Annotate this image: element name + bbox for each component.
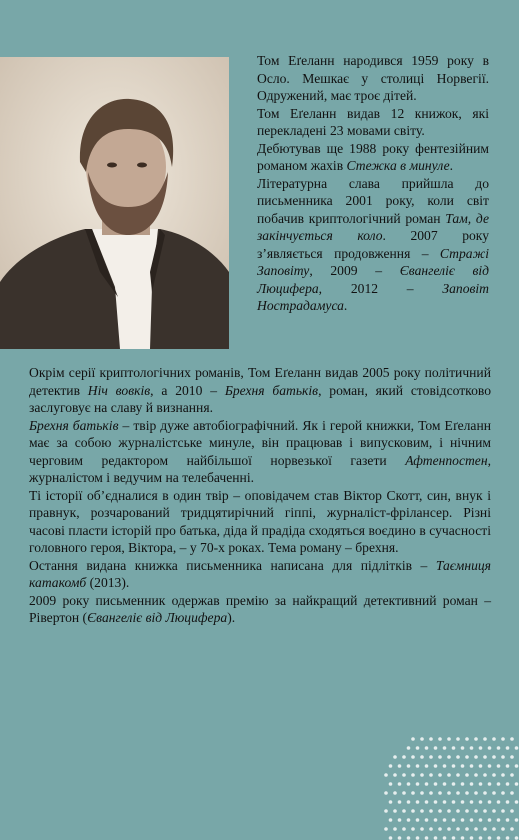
decor-dot — [429, 755, 433, 759]
decor-dot — [470, 818, 474, 822]
bio-paragraph — [29, 417, 491, 487]
decor-dot — [474, 809, 478, 813]
decor-dot — [407, 782, 411, 786]
decor-dot — [393, 791, 397, 795]
decor-dot — [492, 755, 496, 759]
text-run: (2013). — [86, 575, 130, 590]
decor-dot — [479, 818, 483, 822]
decor-dot — [438, 791, 442, 795]
decor-dot — [483, 791, 487, 795]
decor-dot — [429, 809, 433, 813]
decor-dot — [434, 836, 438, 840]
text-run: . — [343, 298, 348, 313]
text-run: Літературна слава прийшла до письменника 2001 року, коли світ побачив криптологічний роман — [257, 175, 489, 226]
decor-dot — [506, 764, 510, 768]
decor-dot — [515, 764, 519, 768]
decor-dot — [479, 836, 483, 840]
decor-dot — [497, 818, 501, 822]
bio-paragraph — [29, 487, 491, 557]
text-run: , 2012 – — [318, 280, 443, 296]
decor-dot — [488, 782, 492, 786]
decor-dot — [420, 773, 424, 777]
bio-paragraph — [257, 52, 489, 105]
decor-dot — [411, 827, 415, 831]
decor-dot — [434, 800, 438, 804]
decor-dot — [465, 791, 469, 795]
decor-dot — [420, 737, 424, 741]
text-run: , журналістом і ведучим на телебаченні. — [29, 452, 491, 485]
decor-dot — [434, 746, 438, 750]
decor-dot — [411, 737, 415, 741]
bio-paragraph — [257, 105, 489, 140]
decor-dot — [425, 836, 429, 840]
decor-dot — [501, 755, 505, 759]
decor-dot — [501, 809, 505, 813]
decor-dot — [479, 764, 483, 768]
decor-dot — [425, 818, 429, 822]
decor-dot — [497, 746, 501, 750]
italic-title: Брехня батьків — [29, 417, 119, 433]
decor-dot — [438, 755, 442, 759]
decor-dot — [456, 809, 460, 813]
decor-dot — [479, 800, 483, 804]
decor-dot — [443, 800, 447, 804]
decor-dot — [389, 836, 393, 840]
decor-dot — [479, 782, 483, 786]
decor-dot — [506, 800, 510, 804]
decor-dot — [447, 737, 451, 741]
decor-dot — [447, 791, 451, 795]
decor-dot — [515, 818, 519, 822]
decor-dot — [506, 746, 510, 750]
italic-title: Таємниця катакомб — [29, 557, 491, 590]
text-run: Окрім серії криптологічних романів, Том Еґеланн видав 2005 року політичний детектив — [29, 365, 491, 398]
decor-dot — [452, 836, 456, 840]
decor-dot — [452, 800, 456, 804]
decor-dot — [398, 836, 402, 840]
decor-dot — [443, 746, 447, 750]
decor-dot — [407, 818, 411, 822]
decor-dot — [411, 791, 415, 795]
decor-dot — [492, 809, 496, 813]
decor-dot — [402, 773, 406, 777]
decor-dot — [497, 836, 501, 840]
decor-dot — [501, 773, 505, 777]
decor-dot — [456, 737, 460, 741]
decor-dot — [470, 800, 474, 804]
decor-dot — [510, 737, 514, 741]
bio-paragraph — [29, 364, 491, 417]
decor-dot — [384, 827, 388, 831]
decor-dot — [416, 782, 420, 786]
decor-dot — [443, 818, 447, 822]
decor-dot — [465, 809, 469, 813]
decor-dot — [465, 755, 469, 759]
decor-dot — [510, 755, 514, 759]
decor-dot — [416, 818, 420, 822]
italic-title: Афтенпостен — [405, 452, 488, 468]
decor-dot — [474, 773, 478, 777]
decor-dot — [488, 764, 492, 768]
decor-dot — [483, 737, 487, 741]
italic-title: Ніч вовків — [87, 382, 151, 398]
decor-dot — [420, 827, 424, 831]
decor-dot — [483, 809, 487, 813]
decor-dot — [461, 764, 465, 768]
italic-title: Там, де закінчується коло — [257, 210, 490, 243]
text-run: ). — [227, 610, 236, 625]
decor-dot — [429, 791, 433, 795]
decor-dot — [474, 737, 478, 741]
decor-dot — [515, 746, 519, 750]
decor-dot — [447, 809, 451, 813]
decor-dot — [510, 773, 514, 777]
italic-title: Євангеліє від Люцифера — [257, 263, 489, 296]
decor-dot — [447, 773, 451, 777]
decor-dot — [425, 746, 429, 750]
decor-dot — [407, 746, 411, 750]
decor-dot — [461, 746, 465, 750]
decor-dot — [434, 818, 438, 822]
decor-dot — [384, 791, 388, 795]
decor-dot — [506, 818, 510, 822]
decor-dot — [461, 800, 465, 804]
decor-dot — [402, 791, 406, 795]
decor-dot — [389, 782, 393, 786]
decor-dot — [479, 746, 483, 750]
decor-dot — [488, 836, 492, 840]
decor-dot — [497, 800, 501, 804]
decor-dot — [438, 737, 442, 741]
decor-dot — [407, 764, 411, 768]
decor-dot — [416, 800, 420, 804]
text-run: , роман, який стовідсотково заслуговує на славу й визнання. — [29, 382, 491, 415]
italic-title: Брехня батьків — [224, 382, 319, 398]
decor-dot — [497, 764, 501, 768]
text-run: Том Еґеланн народився 1959 року в Осло. Мешкає у столиці Норвегії. Одружений, має троє дітей. — [257, 53, 489, 103]
decor-dot — [398, 818, 402, 822]
bio-paragraph — [257, 140, 489, 175]
decor-dot — [393, 809, 397, 813]
decor-dot — [420, 809, 424, 813]
decor-dot — [434, 782, 438, 786]
decor-dot — [515, 800, 519, 804]
decor-dot — [443, 782, 447, 786]
bio-column-right — [257, 52, 489, 315]
decor-dot — [438, 809, 442, 813]
decor-dot — [465, 773, 469, 777]
decor-dot — [461, 782, 465, 786]
decor-dot — [384, 809, 388, 813]
decor-dot — [470, 836, 474, 840]
text-run: – твір дуже автобіографічний. Як і герой книжки, Том Еґеланн має за собою журналістське минуле, він працював і випусковим, і нічним черговим редактором найбільшої норвезької газети — [29, 417, 491, 468]
decor-dot — [402, 827, 406, 831]
text-run: , 2009 – — [309, 263, 400, 278]
decor-dot — [506, 782, 510, 786]
decor-dot — [488, 800, 492, 804]
decor-dot — [456, 791, 460, 795]
decor-dot — [416, 764, 420, 768]
text-run: Остання видана книжка письменника написана для підлітків – — [29, 557, 436, 573]
decor-dot — [407, 836, 411, 840]
bio-paragraph — [29, 557, 491, 592]
decor-dot — [492, 827, 496, 831]
decor-dot — [434, 764, 438, 768]
text-run: Том Еґеланн видав 12 книжок, які перекладені 23 мовами світу. — [257, 105, 489, 138]
decor-dot — [398, 800, 402, 804]
text-run: Дебютував ще 1988 року фентезійним романом жахів — [257, 140, 489, 173]
decor-dot — [429, 737, 433, 741]
decor-dot — [510, 791, 514, 795]
decor-dot — [474, 791, 478, 795]
decor-dot — [470, 764, 474, 768]
decor-dot — [411, 809, 415, 813]
decor-dot — [456, 755, 460, 759]
bio-paragraph — [257, 175, 489, 315]
decor-dot — [425, 782, 429, 786]
decor-dot — [506, 836, 510, 840]
decor-dot — [411, 755, 415, 759]
decor-dot — [389, 764, 393, 768]
decor-dot — [425, 800, 429, 804]
decor-dot — [420, 791, 424, 795]
decor-dot — [452, 746, 456, 750]
italic-title: Стежка в минуле — [346, 158, 450, 173]
decor-dot — [492, 773, 496, 777]
decor-dot — [470, 782, 474, 786]
decor-dot — [393, 755, 397, 759]
text-run: , а 2010 – — [150, 382, 225, 398]
decor-dot — [465, 827, 469, 831]
decor-dot — [515, 782, 519, 786]
decor-dot — [501, 791, 505, 795]
decor-dot — [452, 818, 456, 822]
decor-dot — [384, 773, 388, 777]
decor-dot — [389, 800, 393, 804]
decor-dot — [483, 827, 487, 831]
decor-dot — [488, 818, 492, 822]
decor-dot — [465, 737, 469, 741]
decor-dot — [402, 755, 406, 759]
decor-dot — [398, 782, 402, 786]
decor-dot — [416, 836, 420, 840]
decor-dot — [492, 737, 496, 741]
decor-dot — [452, 782, 456, 786]
text-run: Ті історії об’єдналися в один твір – оповідачем став Віктор Скотт, син, внук і правнук, розчарований тридцятирічний гіппі, журналіст-фрілансер. Різні часові пласти історій про батька, діда й прадіда сходяться воєдино в сучасності головного героя, Віктора, – у 70-х роках. Тема роману – брехня. — [29, 487, 491, 555]
text-run: 2009 року письменник одержав премію за найкращий детективний роман – Рівертон ( — [29, 592, 491, 625]
italic-title: Заповіт Нострадамуса — [257, 280, 489, 313]
text-run: . 2007 року з’являється продовження – — [257, 228, 489, 261]
decor-dot — [461, 836, 465, 840]
decor-dot — [492, 791, 496, 795]
decor-dot — [443, 764, 447, 768]
decor-dot — [510, 809, 514, 813]
decor-dot — [474, 755, 478, 759]
decor-dot — [456, 827, 460, 831]
decor-dot — [443, 836, 447, 840]
bio-paragraph — [29, 592, 491, 627]
decor-dot — [452, 764, 456, 768]
decor-dot — [483, 773, 487, 777]
decor-dot — [398, 764, 402, 768]
decor-dot — [411, 773, 415, 777]
decor-dot — [402, 809, 406, 813]
decor-dot — [393, 773, 397, 777]
decor-dot — [416, 746, 420, 750]
decor-dot — [407, 800, 411, 804]
decor-dot — [501, 827, 505, 831]
italic-title: Стражі Заповіту — [257, 245, 489, 278]
decor-dot — [438, 827, 442, 831]
decor-dot — [515, 836, 519, 840]
bio-column-full — [29, 364, 491, 627]
decor-dot — [510, 827, 514, 831]
decor-dot — [501, 737, 505, 741]
decor-dot — [425, 764, 429, 768]
decor-dot — [470, 746, 474, 750]
italic-title: Євангеліє від Люцифера — [87, 610, 228, 625]
decor-dot — [497, 782, 501, 786]
decor-dot — [420, 755, 424, 759]
decor-dot — [429, 773, 433, 777]
decor-dot — [429, 827, 433, 831]
decor-dot — [389, 818, 393, 822]
dot-pattern-decoration — [380, 734, 519, 840]
author-portrait — [0, 57, 229, 349]
text-run: . — [449, 158, 454, 173]
decor-dot — [447, 755, 451, 759]
decor-dot — [461, 818, 465, 822]
decor-dot — [447, 827, 451, 831]
decor-dot — [438, 773, 442, 777]
decor-dot — [474, 827, 478, 831]
decor-dot — [483, 755, 487, 759]
decor-dot — [393, 827, 397, 831]
decor-dot — [456, 773, 460, 777]
decor-dot — [488, 746, 492, 750]
